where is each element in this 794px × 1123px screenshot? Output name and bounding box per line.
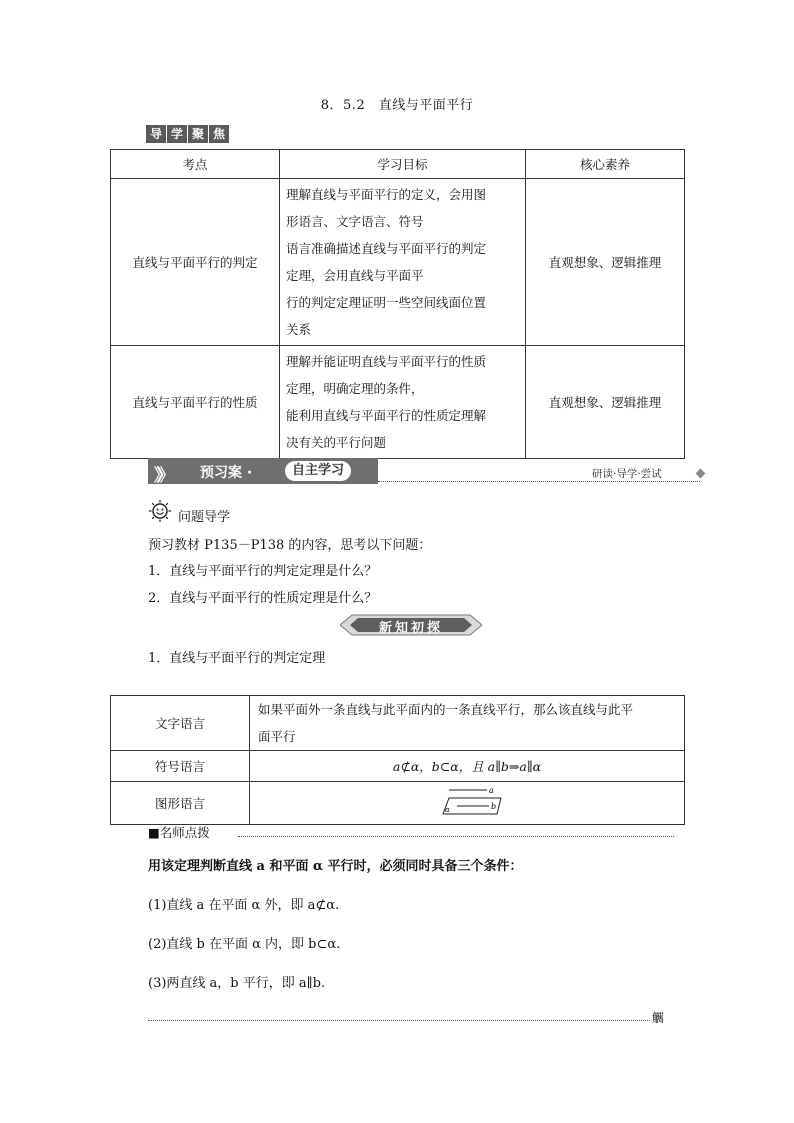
divider (238, 836, 674, 837)
chevron-right-icon: 》》 (154, 466, 170, 486)
badge-char: 学 (167, 125, 187, 143)
learning-goals-table (110, 149, 685, 459)
goal-cell (280, 346, 526, 459)
table-row (111, 782, 685, 825)
page-title: 8．5.2 直线与平面平行 (320, 98, 474, 113)
end-mark: 觽 (652, 1011, 665, 1025)
condition-2: (2)直线 b 在平面 α 内，即 b⊂α. (148, 937, 341, 952)
goal-line: 语言准确描述直线与平面平行的判定 (286, 241, 487, 256)
question-1: 1．直线与平面平行的判定定理是什么？ (148, 564, 378, 579)
text-line: 面平行 (258, 729, 296, 744)
header-goal: 学习目标 (280, 150, 526, 179)
plane-line-figure (431, 786, 503, 818)
topic-cell: 直线与平面平行的判定 (111, 179, 280, 346)
new-knowledge-banner (340, 613, 482, 637)
section-heading: 问题导学 (178, 510, 231, 525)
theorem-heading: 1．直线与平面平行的判定定理 (148, 651, 326, 666)
text-line: 如果平面外一条直线与此平面内的一条直线平行，那么该直线与此平 (258, 702, 634, 717)
badge-char: 焦 (209, 125, 229, 143)
table-row (111, 696, 685, 751)
banner-dot: · (246, 465, 253, 481)
banner-label-text: 预习案 (200, 465, 242, 481)
banner-pill: 自主学习 (285, 461, 351, 481)
goal-line: 决有关的平行问题 (286, 435, 387, 450)
condition-1: (1)直线 a 在平面 α 外，即 a⊄α. (148, 898, 340, 913)
goal-line: 能利用直线与平面平行的性质定理解 (286, 408, 487, 423)
banner-label (200, 462, 252, 482)
question-2: 2．直线与平面平行的性质定理是什么？ (148, 591, 378, 606)
goal-line: 行的判定定理证明一些空间线面位置 (286, 295, 487, 310)
banner-right-text: 研读·导学·尝试 (592, 468, 662, 480)
goal-line: 形语言、文字语言、符号 (286, 214, 424, 229)
divider (148, 1020, 650, 1021)
figure-language-value (250, 782, 685, 825)
table-row (111, 346, 685, 459)
theorem-table (110, 695, 685, 825)
symbol-language-value: a⊄α，b⊂α，且 a∥b⇒a∥α (250, 751, 685, 782)
diamond-icon (696, 469, 706, 479)
preview-intro: 预习教材 P135－P138 的内容，思考以下问题： (148, 538, 432, 553)
table-row (111, 751, 685, 782)
label-b: b (491, 801, 497, 811)
topic-cell: 直线与平面平行的性质 (111, 346, 280, 459)
text-language-label: 文字语言 (111, 696, 250, 751)
guide-badge (146, 125, 229, 143)
badge-char: 聚 (188, 125, 208, 143)
goal-line: 理解直线与平面平行的定义，会用图 (286, 187, 487, 202)
teacher-tip-label: ■名师点拨 (148, 825, 210, 840)
table-header-row (111, 150, 685, 179)
goal-line: 关系 (286, 322, 312, 337)
goal-line: 理解并能证明直线与平面平行的性质 (286, 354, 487, 369)
goal-cell (280, 179, 526, 346)
goal-line: 定理，明确定理的条件， (286, 381, 424, 396)
table-row (111, 179, 685, 346)
preview-banner (148, 458, 378, 484)
badge-char: 导 (146, 125, 166, 143)
header-literacy: 核心素养 (526, 150, 685, 179)
label-a: a (489, 785, 494, 795)
divider (378, 481, 700, 482)
figure-language-label: 图形语言 (111, 782, 250, 825)
label-alpha: α (445, 805, 450, 814)
sub-banner-text: 新知初探 (378, 621, 443, 636)
literacy-cell: 直观想象、逻辑推理 (526, 346, 685, 459)
header-topic: 考点 (111, 150, 280, 179)
text-language-value (250, 696, 685, 751)
goal-line: 定理，会用直线与平面平 (286, 268, 424, 283)
symbol-language-label: 符号语言 (111, 751, 250, 782)
condition-3: (3)两直线 a，b 平行，即 a∥b. (148, 976, 326, 991)
smile-sun-icon (148, 499, 172, 523)
tip-intro: 用该定理判断直线 a 和平面 α 平行时，必须同时具备三个条件： (148, 859, 523, 874)
literacy-cell: 直观想象、逻辑推理 (526, 179, 685, 346)
